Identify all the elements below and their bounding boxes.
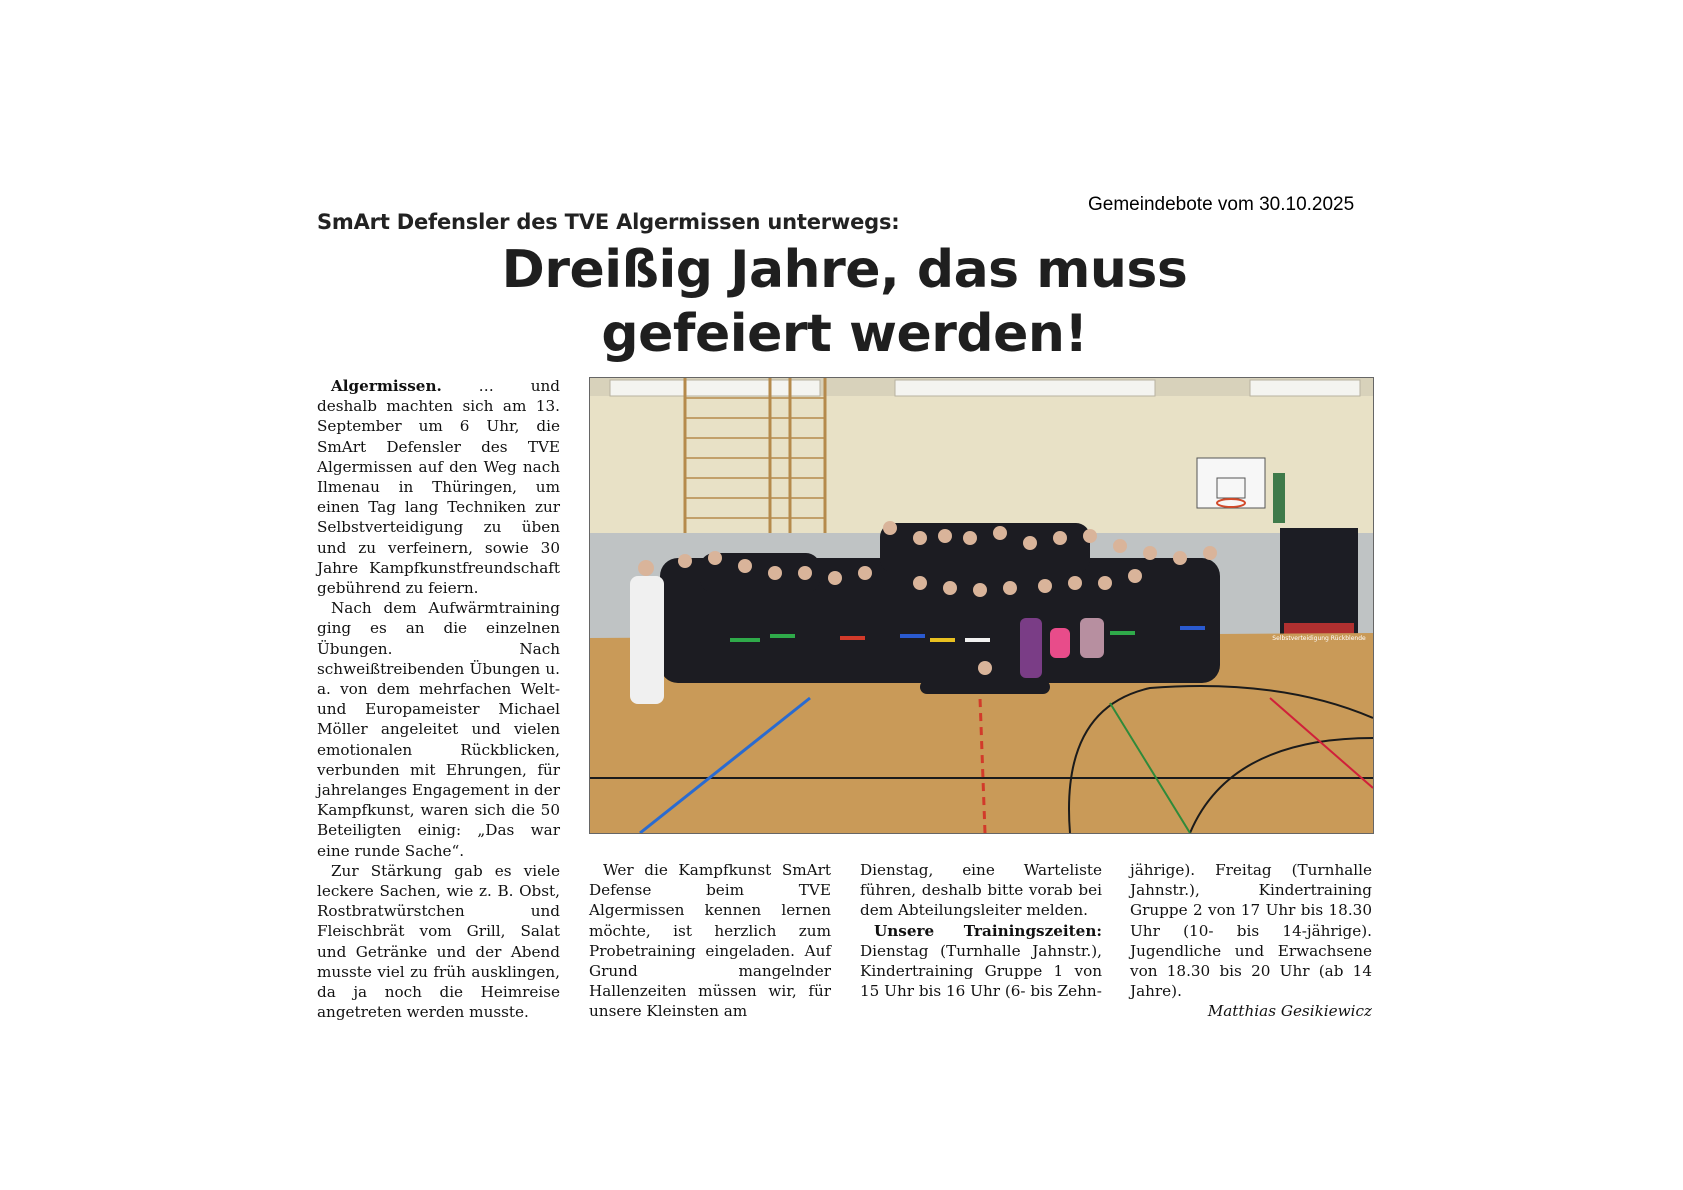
banner-text: Selbstverteidigung Rückblende (1272, 635, 1366, 642)
byline: Matthias Gesikiewicz (1207, 1002, 1372, 1021)
headline-line-2: gefeiert werden! (601, 304, 1088, 364)
paragraph-4: Wer die Kampfkunst SmArt Defense beim TVE Algermissen kennen lernen möchte, ist herzlich zum Probetraining eingeladen. Auf Grund mangelnder Hallenzeiten müssen wir, für unsere Kleinsten am (589, 861, 831, 1021)
headline (317, 238, 1372, 366)
kicker: SmArt Defensler des TVE Algermissen unterwegs: (317, 210, 900, 234)
paragraph-1: Algermissen. … und deshalb machten sich am 13. September um 6 Uhr, die SmArt Defensler des TVE Algermissen auf den Weg nach Ilmenau in Thüringen, um einen Tag lang Techniken zur Selbstverteidigung zu üben und zu verfeinern, sowie 30 Jahre Kampfkunstfreundschaft gebührend zu feiern. (317, 377, 560, 598)
article-column-4 (1130, 860, 1372, 1022)
paragraph-2: Nach dem Aufwärmtraining ging es an die einzelnen Übungen. Nach schweißtreibenden Übungen u. a. von dem mehrfachen Welt- und Europameister Michael Möller angeleitet und vielen emotionalen Rückblicken, verbunden mit Ehrungen, für jahrelanges Engagement in der Kampfkunst, waren sich die 50 Beteiligten einig: „Das war eine runde Sache“. (317, 599, 560, 860)
dateline: Algermissen. (331, 377, 442, 395)
group-photo (589, 377, 1374, 834)
article-column-1 (317, 376, 560, 1023)
paragraph-6: Unsere Trainingszeiten: Dienstag (Turnhalle Jahnstr.), Kindertraining Gruppe 1 von 15 Uhr bis 16 Uhr (6- bis Zehn- (860, 921, 1102, 1001)
training-times-heading: Unsere Trainingszeiten: (874, 921, 1102, 940)
article-column-2 (589, 860, 831, 1022)
source-line: Gemeindebote vom 30.10.2025 (1088, 194, 1355, 215)
paragraph-3: Zur Stärkung gab es viele leckere Sachen, wie z. B. Obst, Rostbratwürstchen und Fleischbrät vom Grill, Salat und Getränke und der Abend musste viel zu früh ausklingen, da ja noch die Heimreise angetreten werden musste. (317, 861, 560, 1022)
headline-line-1: Dreißig Jahre, das muss (501, 240, 1188, 300)
paragraph-5: Dienstag, eine Warteliste führen, deshalb bitte vorab bei dem Abteilungsleiter melden. (860, 861, 1102, 920)
article-column-3 (860, 860, 1102, 1001)
paragraph-7: jährige). Freitag (Turnhalle Jahnstr.), Kindertraining Gruppe 2 von 17 Uhr bis 18.30 Uhr (10- bis 14-jährige). Jugendliche und Erwachsene von 18.30 bis 20 Uhr (ab 14 Jahre). (1130, 861, 1372, 1001)
